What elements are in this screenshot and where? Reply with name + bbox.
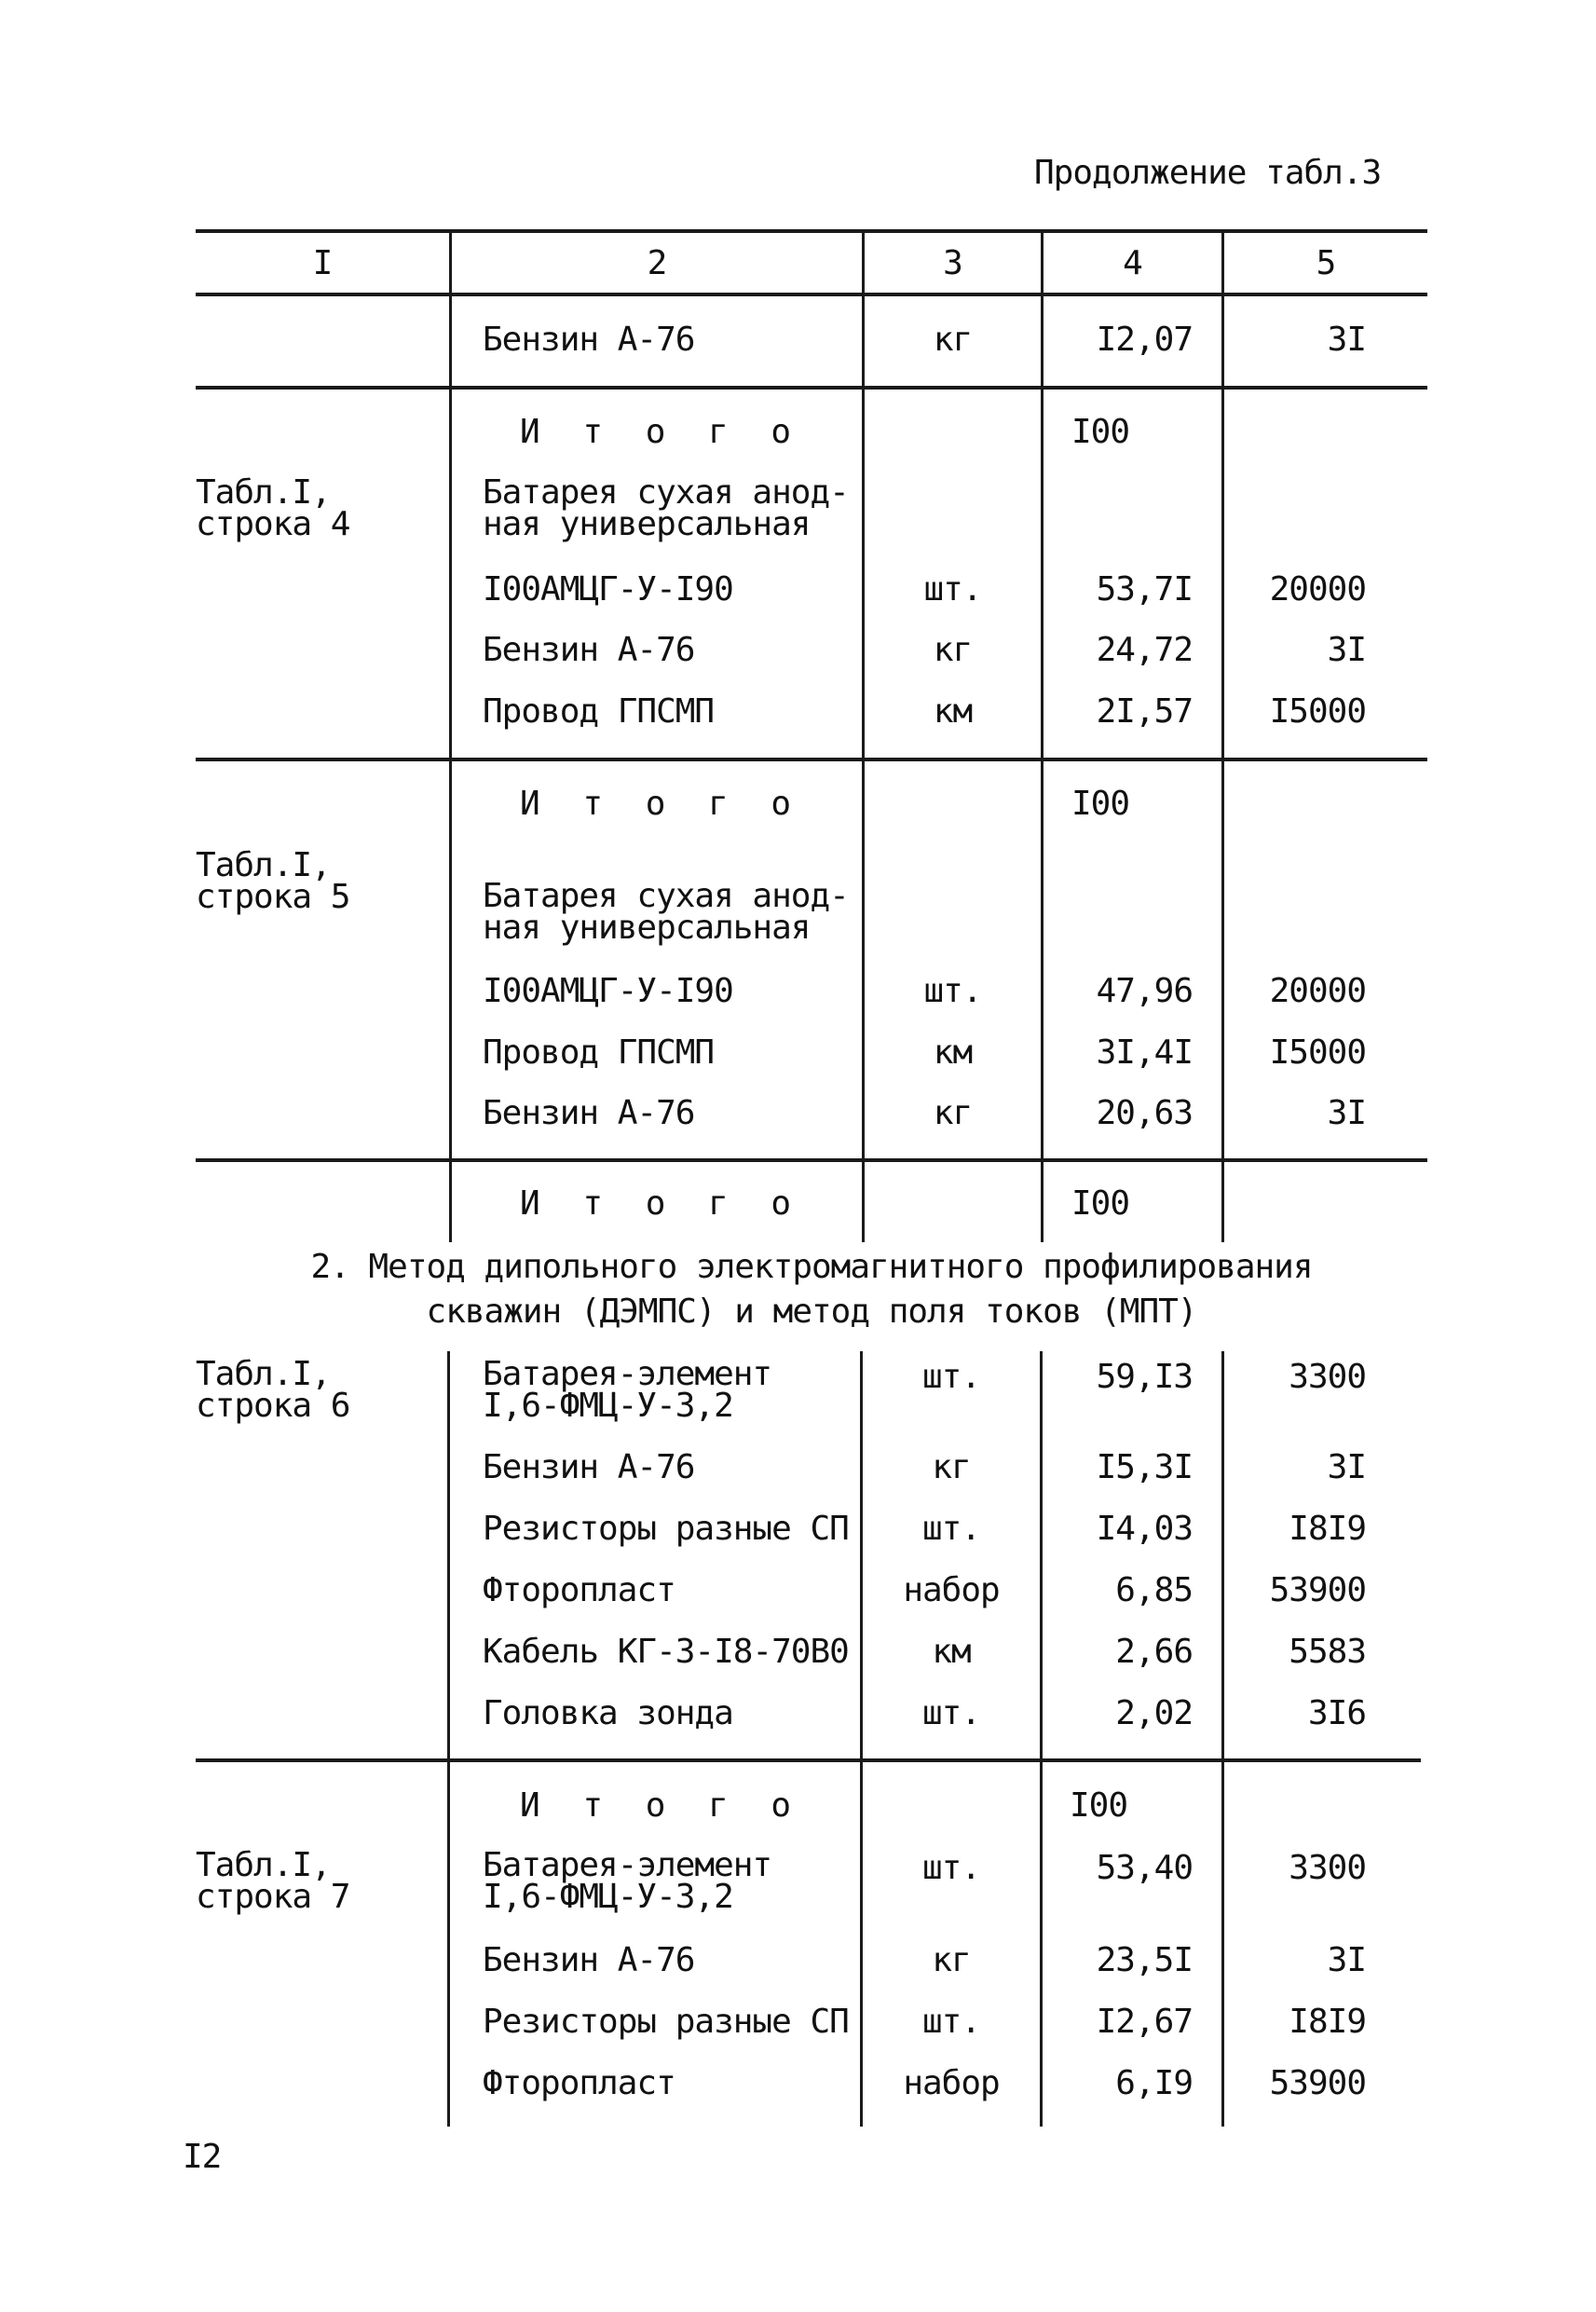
- item-unit: шт.: [921, 1849, 981, 1887]
- total-label: И т о г о: [520, 785, 803, 823]
- item-name: Бензин А-76: [483, 1094, 695, 1132]
- column-rule: [862, 231, 865, 1242]
- section-title: 2. Метод дипольного электромагнитного профилирования: [310, 1248, 1313, 1286]
- item-unit: шт.: [921, 2003, 981, 2041]
- section-title: скважин (ДЭМПС) и метод поля токов (МПТ): [426, 1293, 1197, 1331]
- item-price: 3I6: [1307, 1694, 1366, 1732]
- item-name: Кабель КГ-3-I8-70В0: [483, 1633, 849, 1671]
- group-rule: [196, 1758, 1421, 1762]
- total-value: I00: [1071, 1184, 1130, 1223]
- item-share: 24,72: [1096, 631, 1193, 669]
- item-price: 3I: [1327, 1941, 1366, 1979]
- item-price: I5000: [1269, 1033, 1366, 1072]
- item-price: I8I9: [1289, 1510, 1366, 1548]
- column-header: 4: [1123, 244, 1142, 282]
- item-unit: км: [933, 692, 973, 731]
- item-share: 53,7I: [1096, 570, 1193, 609]
- total-label: И т о г о: [520, 1786, 803, 1825]
- item-name: Фторопласт: [483, 1571, 675, 1609]
- item-name: Резисторы разные СП: [483, 1510, 849, 1548]
- item-price: 3I: [1327, 321, 1366, 359]
- header-bottom-rule: [196, 293, 1427, 296]
- item-name: I00АМЦГ-У-I90: [483, 570, 733, 609]
- item-name: Батарея-элемент I,6-ФМЦ-У-3,2: [483, 1355, 772, 1425]
- total-value: I00: [1070, 1786, 1128, 1825]
- item-name: Резисторы разные СП: [483, 2003, 849, 2041]
- item-unit: кг: [933, 631, 973, 669]
- item-price: 3I: [1327, 1094, 1366, 1132]
- table-reference: Табл.I, строка 6: [196, 1355, 350, 1425]
- item-share: I4,03: [1096, 1510, 1193, 1548]
- item-price: 53900: [1269, 1571, 1366, 1609]
- item-unit: шт.: [921, 1510, 981, 1548]
- item-unit: шт.: [923, 972, 982, 1010]
- item-unit: набор: [903, 2064, 1000, 2102]
- item-price: 53900: [1269, 2064, 1366, 2102]
- item-unit: шт.: [921, 1694, 981, 1732]
- item-share: 2,02: [1115, 1694, 1193, 1732]
- item-share: 2,66: [1115, 1633, 1193, 1671]
- item-share: 3I,4I: [1096, 1033, 1193, 1072]
- column-header: 5: [1316, 244, 1336, 282]
- item-name: Провод ГПСМП: [483, 1033, 715, 1072]
- item-unit: шт.: [921, 1358, 981, 1396]
- item-price: 20000: [1269, 570, 1366, 609]
- item-share: I2,67: [1096, 2003, 1193, 2041]
- item-price: 3I: [1327, 631, 1366, 669]
- item-share: 2I,57: [1096, 692, 1193, 731]
- item-name: Батарея-элемент I,6-ФМЦ-У-3,2: [483, 1846, 772, 1916]
- total-label: И т о г о: [520, 413, 803, 451]
- column-header: I: [312, 244, 333, 282]
- item-share: 6,I9: [1115, 2064, 1193, 2102]
- column-rule: [1041, 231, 1044, 1242]
- item-unit: кг: [932, 1941, 971, 1979]
- item-name: Батарея сухая анод- ная универсальная: [483, 473, 849, 543]
- column-rule: [1221, 231, 1224, 1242]
- total-value: I00: [1071, 413, 1130, 451]
- item-unit: км: [932, 1633, 971, 1671]
- item-unit: кг: [932, 1448, 971, 1486]
- item-share: 20,63: [1096, 1094, 1193, 1132]
- item-share: 59,I3: [1096, 1358, 1193, 1396]
- column-rule: [447, 1351, 450, 2127]
- item-price: I8I9: [1289, 2003, 1366, 2041]
- item-price: 20000: [1269, 972, 1366, 1010]
- continuation-caption: Продолжение табл.3: [1034, 154, 1382, 192]
- item-unit: кг: [933, 321, 973, 359]
- table-reference: Табл.I, строка 5: [196, 846, 350, 916]
- item-name: Бензин А-76: [483, 1448, 695, 1486]
- item-name: Бензин А-76: [483, 1941, 695, 1979]
- total-label: И т о г о: [520, 1184, 803, 1223]
- table-reference: Табл.I, строка 4: [196, 473, 350, 543]
- group-rule: [196, 386, 1427, 390]
- table-reference: Табл.I, строка 7: [196, 1846, 350, 1916]
- table-top-rule: [196, 229, 1427, 233]
- item-share: I5,3I: [1096, 1448, 1193, 1486]
- item-share: 6,85: [1115, 1571, 1193, 1609]
- group-rule: [196, 758, 1427, 761]
- total-value: I00: [1071, 785, 1130, 823]
- item-name: Батарея сухая анод- ная универсальная: [483, 877, 849, 947]
- item-price: 3300: [1289, 1358, 1366, 1396]
- item-name: Бензин А-76: [483, 631, 695, 669]
- item-name: Провод ГПСМП: [483, 692, 715, 731]
- item-price: 3300: [1289, 1849, 1366, 1887]
- page-number: I2: [183, 2138, 222, 2176]
- item-name: I00АМЦГ-У-I90: [483, 972, 733, 1010]
- item-share: 23,5I: [1096, 1941, 1193, 1979]
- item-unit: набор: [903, 1571, 1000, 1609]
- item-name: Фторопласт: [483, 2064, 675, 2102]
- column-rule: [449, 231, 452, 1242]
- item-price: 3I: [1327, 1448, 1366, 1486]
- column-header: 2: [647, 244, 667, 282]
- item-name: Головка зонда: [483, 1694, 733, 1732]
- column-header: 3: [943, 244, 962, 282]
- group-rule: [196, 1158, 1427, 1162]
- item-unit: кг: [933, 1094, 973, 1132]
- item-name: Бензин А-76: [483, 321, 695, 359]
- item-price: 5583: [1289, 1633, 1366, 1671]
- item-share: I2,07: [1096, 321, 1193, 359]
- item-share: 53,40: [1096, 1849, 1193, 1887]
- item-share: 47,96: [1096, 972, 1193, 1010]
- item-unit: шт.: [923, 570, 982, 609]
- item-price: I5000: [1269, 692, 1366, 731]
- item-unit: км: [933, 1033, 973, 1072]
